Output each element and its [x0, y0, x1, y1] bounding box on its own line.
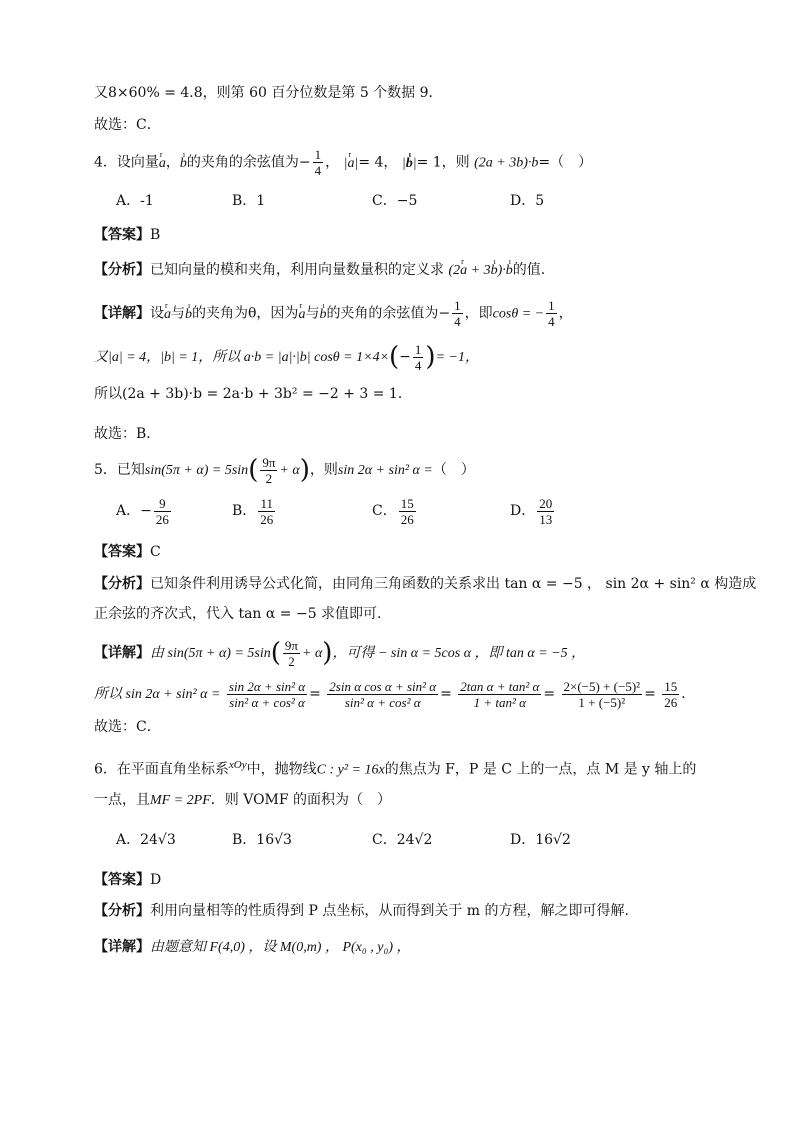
option-b: B．16√3: [232, 832, 292, 848]
detail-5-line2: 所以 sin 2α + sin² α = $\frac{\text{sin 2α + sin² α}}{\text{sin² α + cos² α}}$ = $\frac{\text{2sin α cos α + sin² α}}{\text{sin² α + cos² α}}$ = $\frac{\text{2tan α + tan² α}}{\text{1 + tan² α}}$ = $\frac{\text{2×(−5) + (−5)²}}{\text{1 + (−5)²}}$ = $\frac{15}{26}$ ．: [94, 678, 696, 710]
analysis-4: 【分析】已知向量的模和夹角，利用向量数量积的定义求 (2r a + 3ı b)·ı b的值.: [94, 258, 545, 283]
option-a: A．− $\frac{9}{26}$: [116, 495, 169, 527]
option-a: A．-1: [116, 193, 154, 209]
text-line-percentile: 又8×60% = 4.8，则第 60 百分位数是第 5 个数据 9．: [94, 85, 443, 101]
detail-4-line2: 又|a| = 4，|b| = 1，所以 a·b = |a|·|b| cosθ = 1×4×(− $\frac{1}{4}$ )= −1，: [94, 341, 479, 373]
cos-fraction: $\frac{1}{4}$: [314, 147, 322, 178]
question-6-stem-line2: 一点，且MF = 2PF．则 VOMF 的面积为（ ）: [94, 792, 392, 808]
analysis-5-line2: 正余弦的齐次式，代入 tan α = −5 求值即可.: [94, 606, 382, 622]
question-6-stem-line1: 6．在平面直角坐标系$^{xOy}$中，抛物线C : y² = 16x的焦点为 F，P 是 C 上的一点，点 M 是 y 轴上的: [94, 759, 697, 778]
detail-5-line1: 【详解】由 sin(5π + α) = 5sin( $\frac{9\pi}{2}$ + α)，可得 − sin α = 5cos α ，即 tan α = −5 ，: [94, 637, 586, 669]
answer-5: 【答案】C: [94, 544, 161, 560]
option-d: D． $\frac{20}{13}$: [510, 495, 553, 527]
answer-4: 【答案】B: [94, 227, 161, 243]
option-a: A．24√3: [116, 832, 176, 848]
analysis-6: 【分析】利用向量相等的性质得到 P 点坐标，从而得到关于 m 的方程，解之即可得解.: [94, 903, 629, 919]
option-d: D．5: [510, 193, 545, 209]
detail-6: 【详解】由题意知 F(4,0) ，设 M(0,m) ， P(x₀ , y₀) ，: [94, 939, 411, 955]
question-4-stem: 4．设向量r a，ı b的夹角的余弦值为− $\frac{1}{4}$ ， |r a|= 4， |ı b|= 1，则 (2a + 3b)·b=（ ）: [94, 147, 592, 179]
question-5-stem: 5．已知sin(5π + α) = 5sin( $\frac{9\pi}{2}$ + α)，则sin 2α + sin² α =（ ）: [94, 454, 475, 486]
choice-5: 故选：C．: [94, 719, 161, 735]
option-c: C．−5: [372, 193, 418, 209]
detail-4-line3: 所以(2a + 3b)·b = 2a·b + 3b² = −2 + 3 = 1．: [94, 386, 412, 402]
text-line-choice: 故选：C．: [94, 117, 161, 133]
choice-4: 故选：B．: [94, 426, 161, 442]
answer-6: 【答案】D: [94, 872, 162, 888]
option-b: B．1: [232, 193, 266, 209]
option-c: C．24√2: [372, 832, 433, 848]
detail-4-line1: 【详解】设r a与ı b的夹角为θ，因为r a与ı b的夹角的余弦值为− $\frac{1}{4}$ ，即cosθ = − $\frac{1}{4}$ ，: [94, 298, 573, 330]
option-c: C． $\frac{15}{26}$: [372, 495, 414, 527]
option-d: D．16√2: [510, 832, 571, 848]
analysis-5-line1: 【分析】已知条件利用诱导公式化简，由同角三角函数的关系求出 tan α = −5 ， sin 2α + sin² α 构造成: [94, 576, 757, 592]
option-b: B． $\frac{11}{26}$: [232, 495, 274, 527]
